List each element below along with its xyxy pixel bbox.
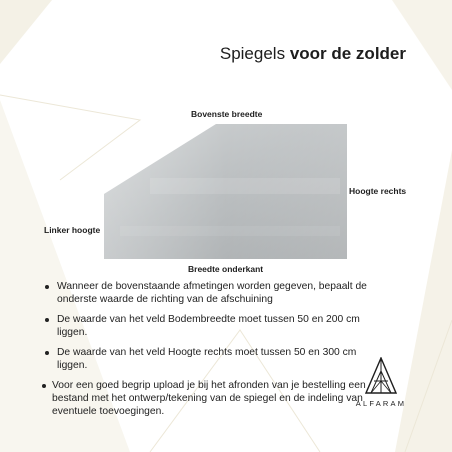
info-bullet-list	[40, 280, 370, 425]
logo-wordmark: ALFARAM	[355, 399, 407, 408]
list-item-text: De waarde van het veld Hoogte rechts moet tussen 50 en 300 cm liggen.	[57, 347, 357, 371]
list-item	[40, 280, 370, 306]
label-bottom-width: Breedte onderkant	[188, 264, 264, 274]
mirror-reflection-band-2	[120, 226, 340, 236]
mirror-reflection-band	[150, 178, 340, 194]
bullet-icon	[45, 351, 49, 355]
list-item-text: De waarde van het veld Bodembreedte moet tussen 50 en 200 cm liggen.	[57, 314, 360, 338]
title-regular: Spiegels	[219, 44, 286, 63]
label-top-width: Bovenste breedte	[191, 109, 263, 119]
list-item	[40, 346, 370, 372]
brand-logo	[351, 357, 411, 415]
title-bold: voor de zolder	[289, 44, 406, 63]
list-item	[37, 379, 367, 418]
bullet-icon	[45, 318, 49, 322]
list-item	[40, 313, 370, 339]
bullet-icon	[45, 285, 49, 289]
label-left-height: Linker hoogte	[44, 225, 101, 235]
list-item-text: Wanneer de bovenstaande afmetingen worden gegeven, bepaalt de onderste waarde de richting van de afschuining	[57, 281, 367, 305]
list-item-text: Voor een goed begrip upload je bij het afronden van je bestelling een bestand met het ontwerp/tekening van de spiegel en de indeling van eventuele toevoegingen.	[52, 380, 366, 417]
label-right-height: Hoogte rechts	[349, 186, 407, 196]
alfaram-triangle-icon	[365, 357, 397, 395]
bullet-icon	[42, 384, 46, 388]
